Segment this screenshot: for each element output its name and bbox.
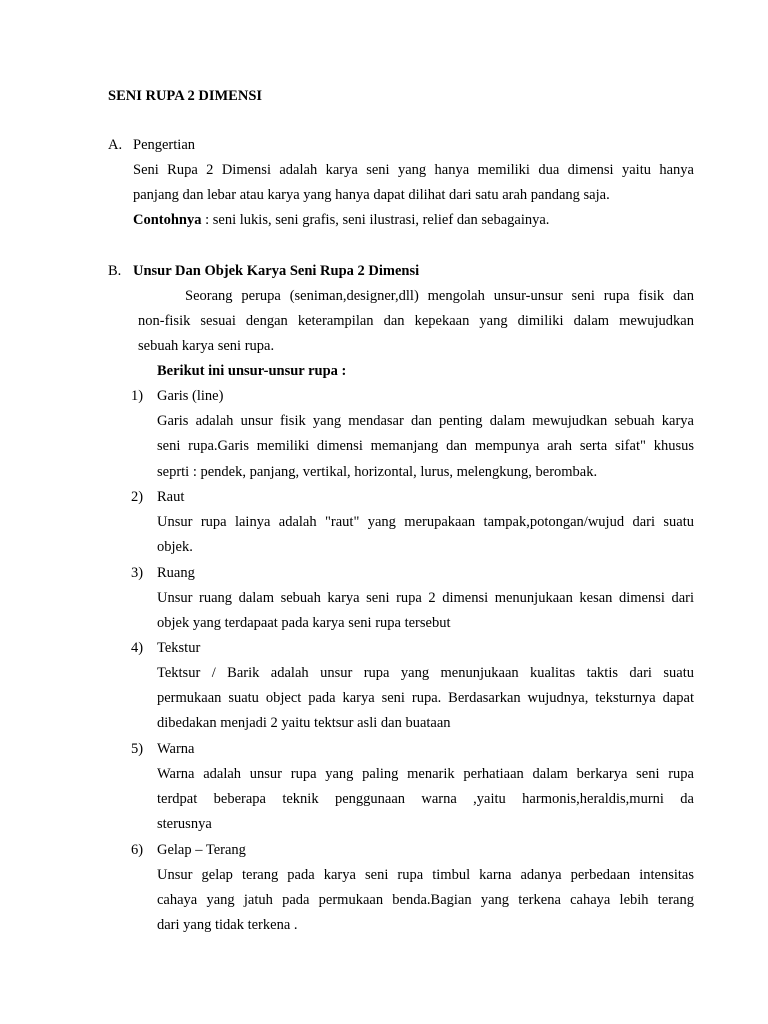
document-title: SENI RUPA 2 DIMENSI [108,88,263,104]
item-3-line-2: objek yang terdapaat pada karya seni rupa tersebut [157,615,451,631]
item-5-line-3: sterusnya [157,816,212,832]
item-2-number: 2) [131,489,144,505]
section-b-intro-line-1: Seorang perupa (seniman,designer,dll) mengolah unsur-unsur seni rupa fisik dan [185,288,694,304]
item-6-line-2: cahaya yang jatuh pada permukaan benda.Bagian yang terkena cahaya lebih terang [157,892,694,908]
item-3-title: Ruang [157,565,195,581]
section-a-line-2: panjang dan lebar atau karya yang hanya dapat dilihat dari satu arah pandang saja. [133,187,610,203]
section-a-line-1: Seni Rupa 2 Dimensi adalah karya seni yang hanya memiliki dua dimensi yaitu hanya [133,162,694,178]
item-4-number: 4) [131,640,144,656]
section-b-subheading: Berikut ini unsur-unsur rupa : [157,363,347,379]
item-1-line-1: Garis adalah unsur fisik yang mendasar dan penting dalam mewujudkan sebuah karya [157,413,694,429]
item-1-title: Garis (line) [157,388,224,404]
item-1-line-3: seprti : pendek, panjang, vertikal, horizontal, lurus, melengkung, berombak. [157,464,598,480]
item-3-number: 3) [131,565,144,581]
item-4-line-2: permukaan suatu object pada karya seni rupa. Berdasarkan wujudnya, teksturnya dapat [157,690,694,706]
section-a-example [133,212,549,229]
section-b-intro-line-2: non-fisik sesuai dengan keterampilan dan kepekaan yang dimiliki dalam mewujudkan [138,313,694,329]
item-5-line-1: Warna adalah unsur rupa yang paling menarik perhatiaan dalam berkarya seni rupa [157,766,694,782]
item-4-line-3: dibedakan menjadi 2 yaitu tektsur asli dan buataan [157,715,451,731]
example-text: : seni lukis, seni grafis, seni ilustrasi, relief dan sebagainya. [201,212,550,228]
item-6-title: Gelap – Terang [157,842,246,858]
item-5-number: 5) [131,741,144,757]
section-b-heading: Unsur Dan Objek Karya Seni Rupa 2 Dimensi [133,263,420,279]
example-label: Contohnya [133,212,202,228]
item-5-line-2: terdpat beberapa teknik penggunaan warna ,yaitu harmonis,heraldis,murni da [157,791,694,807]
item-6-line-1: Unsur gelap terang pada karya seni rupa timbul karna adanya perbedaan intensitas [157,867,694,883]
section-a-heading: Pengertian [133,137,196,153]
section-b-marker: B. [108,263,122,279]
item-4-title: Tekstur [157,640,201,656]
item-6-number: 6) [131,842,144,858]
item-1-line-2: seni rupa.Garis memiliki dimensi memanjang dan mempunya arah serta sifat" khusus [157,438,694,454]
item-4-line-1: Tektsur / Barik adalah unsur rupa yang menunjukaan kualitas taktis dari suatu [157,665,694,681]
section-b-intro-line-3: sebuah karya seni rupa. [138,338,275,354]
item-2-line-2: objek. [157,539,193,555]
item-6-line-3: dari yang tidak terkena . [157,917,298,933]
item-1-number: 1) [131,388,144,404]
item-2-line-1: Unsur rupa lainya adalah "raut" yang merupakaan tampak,potongan/wujud dari suatu [157,514,694,530]
section-a-marker: A. [108,137,123,153]
item-5-title: Warna [157,741,195,757]
item-3-line-1: Unsur ruang dalam sebuah karya seni rupa 2 dimensi menunjukaan kesan dimensi dari [157,590,694,606]
item-2-title: Raut [157,489,185,505]
